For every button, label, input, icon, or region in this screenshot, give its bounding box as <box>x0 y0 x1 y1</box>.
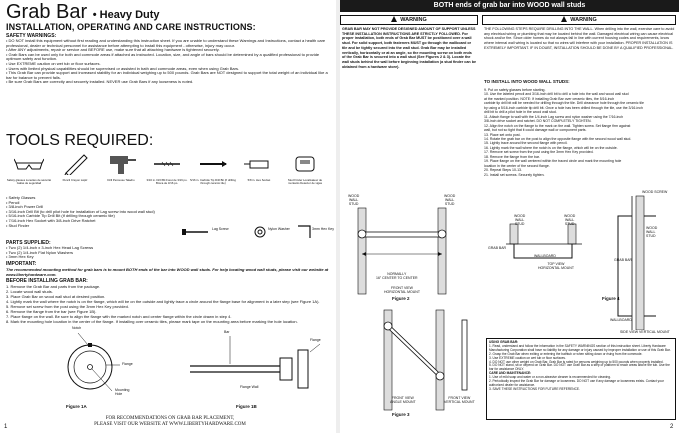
safety-item: • This Grab Bar can provide support and increased stability for an individual weighing up to 500 pounds. Grab Bars are NOT designed to support the total weight of an individual like a bar for balance to prevent falls. <box>6 71 332 80</box>
front-view-horizontal-label: FRONT VIEW HORIZONTAL MOUNT <box>384 286 420 294</box>
parts-item: • 3mm Hex Key <box>6 255 332 260</box>
tool-pencil <box>52 143 98 195</box>
step-line: 15. Lightly trace around the second flange with pencil. <box>484 141 568 146</box>
figure-1b-caption: Figure 1B <box>236 404 257 409</box>
right-page <box>340 0 679 433</box>
wood-stud-heading: TO INSTALL INTO WOOD WALL STUDS: <box>484 79 570 84</box>
hardware-illustration <box>180 222 330 242</box>
stud-finder-icon <box>290 153 320 175</box>
drill-bit-icon <box>152 153 182 175</box>
top-view-label: TOP VIEW HORIZONTAL MOUNT <box>538 262 574 270</box>
figure-2-caption: Figure 2 <box>392 296 410 301</box>
warning-header-left <box>340 15 478 25</box>
wood-stud-label: WOOD WALL STUD <box>646 226 658 238</box>
before-step: 1. Remove the Grab Bar and parts from the package. <box>6 283 101 289</box>
footer-line: FOR RECOMMENDATIONS ON GRAB BAR PLACEMENT, <box>105 416 235 421</box>
tools-illustrations <box>6 143 332 195</box>
before-step: 5. Remove set screw from the post using the 3mm Hex Key provided. <box>6 303 129 309</box>
grab-bar-label: GRAB BAR <box>488 246 507 250</box>
warning-triangle-icon <box>391 16 397 22</box>
care-item: 1. Use of mild soap and water or a non-abrasive cleaner is recommended for cleaning. <box>489 375 611 380</box>
nylon-washer-label: Nylon Washer <box>268 227 290 231</box>
using-item: 3. Use EXTREME caution on wet tub or floor surfaces. <box>489 355 566 360</box>
safety-item: • DO NOT install this equipment without first reading and understanding this instruction sheet. If you are unable to understand these Warnings and Instructions, contact a health care professional, dealer or technical personnel for assistance before attempting to install this equipment - otherwise, injury may occur. <box>6 39 332 48</box>
using-grab-bar-box <box>486 338 676 420</box>
left-page <box>0 0 336 433</box>
page-number: 1 <box>4 424 8 430</box>
step-line: 3/8-inch drive socket and ratchet. DO NOT COMPLETELY TIGHTEN. <box>484 119 592 124</box>
step-line: 21. Install set screws. Securely tighten. <box>484 172 545 177</box>
carbide-bit-icon <box>198 153 228 175</box>
before-step: 8. Mark the mounting hole location in the center of the flange. If installing over ceramic tiles, please mark tape on the mounting area before marking the hole location. <box>6 318 298 324</box>
footer-line: PLEASE VISIT OUR WEBSITE AT WWW.LIBERTYHARDWARE.COM <box>94 422 246 427</box>
figure-1b-illustration <box>180 328 330 400</box>
before-step: 4. Lightly mark the wall where the notch is on the flange, which will be on the outside and lightly trace a circle around the flange base for alignment in a later step (see Figure 1A). <box>6 298 320 304</box>
safety-heading: SAFETY WARNINGS: <box>6 33 57 39</box>
wallboard-label: WALLBOARD <box>610 318 632 322</box>
warning-label: WARNING <box>400 17 427 23</box>
tool-carbide-bit <box>190 143 236 195</box>
install-steps <box>484 88 676 177</box>
title-main: Grab Bar <box>6 1 88 23</box>
tools-list-item: • 5/16-inch Carbide Tip Drill Bit (if drilling through ceramic tile) <box>6 214 186 219</box>
tools-list-item: • 3/8-inch Power Drill <box>6 205 186 210</box>
left-warning-text: GRAB BAR MAY NOT PROVIDE DESIGNED AMOUNT OF SUPPORT UNLESS THESE INSTALLATION INSTRUCTIONS ARE STRICTLY FOLLOWED. For proper installation, both ends of Grab Bar MUST be positioned over a wall stud. For solid support, both fasteners MUST go through the wallboard or tile and be tightly secured into the wall stud. Grab Bar may be installed vertically, horizontally or at an angle, so the mounting screw on both ends of the Grab Bar is secured into a wall stud (See Figures 2 & 3). Locate the wall studs behind the wall before beginning installation (a stud finder can be obtained from a hardware store). <box>342 27 476 69</box>
step-line: 12. Align the notch on the flange to the mark on the wall. Tighten screw. Set flange firm against <box>484 123 631 128</box>
figure-1a-caption: Figure 1A <box>66 404 87 409</box>
care-heading: CARE AND MAINTENANCE: <box>489 371 532 376</box>
step-line: 20. Repeat Steps 10-13. <box>484 168 522 173</box>
tool-drill <box>98 143 144 195</box>
hex-socket-icon <box>244 153 274 175</box>
step-line: 10. Use the labeled pencil and 3/16-inch drill bit to drill a hole into the wall and wood wall stud <box>484 92 629 97</box>
tools-list-item: • 7/16-inch Hex Socket with 3/8-inch Drive Ratchet <box>6 219 186 224</box>
using-item: 2. Grasp the Grab Bar when exiting or entering the bathtub or when sitting down or rising from the commode. <box>489 351 643 356</box>
safety-item: • Be sure Grab Bars are correctly and securely installed. NEVER use Grab Bars if any looseness is noted. <box>6 80 332 85</box>
figure-3-illustration <box>344 306 480 424</box>
step-line: wall, but not so tight that it could damage wall or component parts. <box>484 128 587 133</box>
step-line: drill bit to drill a pilot hole in the wood wall stud. <box>484 110 557 115</box>
bar-label: Bar <box>224 330 230 334</box>
flange-label-1b: Flange <box>310 338 321 342</box>
care-item: 2. Periodically inspect the Grab Bar for damage or looseness. DO NOT use if any damage or looseness exists. Contact your authorized dealer for assistance. <box>489 379 664 387</box>
wood-screw-label: WOOD SCREW <box>642 190 668 194</box>
step-line: 14. Rotate the grab bar on the post to align the opposite flange with the second wood wall stud. <box>484 136 632 141</box>
center-distance-label: NORMALLY 16" CENTER TO CENTER <box>376 272 418 280</box>
wood-stud-label: WOOD WALL STUD <box>564 214 576 226</box>
parts-item: • Two (2) 1/4-inch x 3-inch Hex Head Lag Screws <box>6 246 332 251</box>
figure-3-caption: Figure 3 <box>392 412 410 417</box>
tool-safety-glasses <box>6 143 52 195</box>
before-step: 7. Place flange on the wall. Be sure to align the flange with the marked notch and center flange within the circle drawn in step 4. <box>6 313 232 319</box>
before-heading: BEFORE INSTALLING GRAB BAR: <box>6 277 88 284</box>
care-item: 3. SAVE THESE INSTRUCTIONS FOR FUTURE REFERENCE. <box>489 386 580 391</box>
right-warning-text: THE FOLLOWING STEPS REQUIRE DRILLING INTO THE WALL. When drilling into the wall, exercise care to avoid any electrical wiring or plumbing that may be located behind the wall. Damaged electrical wiring can cause electrical shock and/or fire. Since older homes do not always fall in line with current housing codes and requirements, know where internal wall wiring is located so that no wires will interfere with your installation. PROPER INSTALLATION IS EXTREMELY IMPORTANT. IF IN DOUBT, INSTALLATION SHOULD BE DONE BY A QUALIFIED PROFESSIONAL. <box>484 27 675 50</box>
tool-caption: 5/8 in. Hex Socket <box>247 178 271 182</box>
parts-section <box>6 240 332 324</box>
using-item: 5. DO NOT stand, sit or depend on Grab Bar. DO NOT use Grab Bar as a step or platform to reach areas above the tub. Use the bar for assistance ONLY. <box>489 363 670 372</box>
page-subtitle: INSTALLATION, OPERATING AND CARE INSTRUCTIONS: <box>6 22 256 32</box>
tools-list-item: • Stud Finder <box>6 224 186 229</box>
mounting-hole-label: Mounting Hole <box>115 388 130 396</box>
flange-label: Flange <box>122 362 133 366</box>
flange-wall-label: Flange Wall <box>240 385 259 389</box>
title-suffix: • Heavy Duty <box>92 9 160 21</box>
wallboard-label: WALLBOARD <box>534 254 556 258</box>
important-heading: IMPORTANT: <box>6 260 37 267</box>
parts-heading: PARTS SUPPLIED: <box>6 240 51 246</box>
tool-caption: Drill Perceuse Taladro <box>107 178 135 182</box>
step-line: by using a 5/16-inch carbide tip drill bit. Once a hole has been drilled through the tile, use the 3/16-inch <box>484 105 643 110</box>
tool-caption: Pencil Crayon Lápiz <box>62 178 88 182</box>
step-line: at the marked position. NOTE: If installing Grab Bar over ceramic tiles, the 5/16-inch <box>484 96 615 101</box>
using-heading: USING GRAB BAR: <box>489 340 519 344</box>
lag-screw-label: Lag Screw <box>212 227 229 231</box>
step-line: 13. Place set onto post. <box>484 132 521 137</box>
tool-stud-finder <box>282 143 328 195</box>
safety-glasses-icon <box>14 153 44 175</box>
tool-caption: Stud Finder Localisateur de montants Detector de vigas <box>287 178 323 186</box>
figure-4-caption: Figure 4 <box>602 296 620 301</box>
wood-stud-label: WOOD WALL STUD <box>444 194 456 206</box>
step-line: 18. Remove the flange from the bar. <box>484 154 540 159</box>
important-text: The recommended mounting method for grab bars is to mount BOTH ends of the bar into WOOD wall studs. For help locating wood wall studs, please visit our website at www.libertyhardware.com. <box>6 266 329 277</box>
step-line: carbide tip drill bit will be needed for drilling through the tile. Drill clearance hole through the ceramic tile <box>484 101 644 106</box>
safety-item: • Users with limited physical capabilities should be supervised or assisted in bath and commode areas, even when using Grab Bars. <box>6 67 332 72</box>
step-line: location in the center of the second flange. <box>484 163 550 168</box>
hex-key-label: 3mm Hex Key <box>312 227 334 231</box>
parts-item: • Two (2) 1/4-inch Flat Nylon Washers <box>6 251 332 256</box>
tools-list-item: • Safety Glasses <box>6 196 186 201</box>
safety-item: • Use EXTREME caution on wet tub or floor surfaces. <box>6 62 332 67</box>
wood-stud-label: WOOD WALL STUD <box>514 214 526 226</box>
warning-header-right <box>482 15 676 25</box>
warning-label: WARNING <box>570 17 597 23</box>
front-view-vertical-label: FRONT VIEW VERTICAL MOUNT <box>444 396 475 404</box>
safety-item: • After ANY adjustments, repair or service and BEFORE use, make sure that all attaching hardware is tightened securely. <box>6 48 332 53</box>
figure-4-illustration <box>486 180 678 330</box>
step-line: 17. Remove set screw from the post using the 3mm Hex Key provided. <box>484 150 594 155</box>
tools-heading: TOOLS REQUIRED: <box>6 132 154 149</box>
using-item: 1. Read, understand and follow the information in the SAFETY WARNINGS section of this instruction sheet. Liberty Hardware Manufacturing Corporation shall have no liability for any damage or injury caused by improper installation or use of this Grab Bar. <box>489 343 671 352</box>
step-line: 16. Lightly mark the wall where the notch is on the flange, which will be on the outside. <box>484 145 618 150</box>
step-line: 11. Attach flange to wall with the 1/4-inch Lag screw and nylon washer using the 7/16-inch <box>484 114 624 119</box>
tool-caption: 3/16 in. Drill Bit Foret de 3/16 po. Broca de 3/16 po. <box>146 178 188 186</box>
tools-list-item: • Pencil <box>6 201 186 206</box>
warning-triangle-icon <box>561 16 567 22</box>
front-view-angle-label: FRONT VIEW ANGLE MOUNT <box>390 396 416 404</box>
wood-stud-label: WOOD WALL STUD <box>348 194 360 206</box>
grab-bar-label: GRAB BAR <box>614 258 633 262</box>
tools-list <box>6 196 186 228</box>
page-number: 2 <box>670 424 674 430</box>
side-view-label: SIDE VIEW VERTICAL MOUNT <box>620 330 670 334</box>
drill-icon <box>106 153 136 175</box>
safety-section <box>6 33 332 85</box>
tool-hex-socket <box>236 143 282 195</box>
before-step: 3. Place Grab Bar on wood wall stud at desired position. <box>6 293 106 299</box>
using-item: 4. DO NOT use other weight on Grab Bar. Grab Bar is rated for persons weighing up to 500 pounds when properly installed. <box>489 359 664 364</box>
tool-drill-bit <box>144 143 190 195</box>
page-footer <box>20 416 320 428</box>
pencil-icon <box>60 153 90 175</box>
tools-list-item: • 3/16-inch Drill Bit (to drill pilot hole for installation of Lag screw into wood wall stud) <box>6 210 186 215</box>
tool-caption: Safety glasses Lunettes de sécurité Gafas de seguridad <box>6 178 52 186</box>
notch-label: Notch <box>72 326 82 330</box>
step-line: 19. Place flange on the wall centered within the traced circle and mark the mounting hole <box>484 159 622 164</box>
section-banner: BOTH ends of grab bar into WOOD wall studs <box>340 0 679 12</box>
tool-caption: 5/16 in. Carbide Tip Drill Bit (if drilling through ceramic tile) <box>190 178 236 186</box>
before-step: 2. Locate wood wall studs. <box>6 288 53 294</box>
step-line: 9. Put on safety glasses before starting. <box>484 88 546 92</box>
safety-item: • Grab Bars can be used only for both and commode areas if attached as instructed. Location, size, and angle of bars should be determined by a qualified professional to provide optimum safety and function. <box>6 53 332 62</box>
before-step: 6. Remove the flange from the bar (see Figure 1B). <box>6 308 97 314</box>
